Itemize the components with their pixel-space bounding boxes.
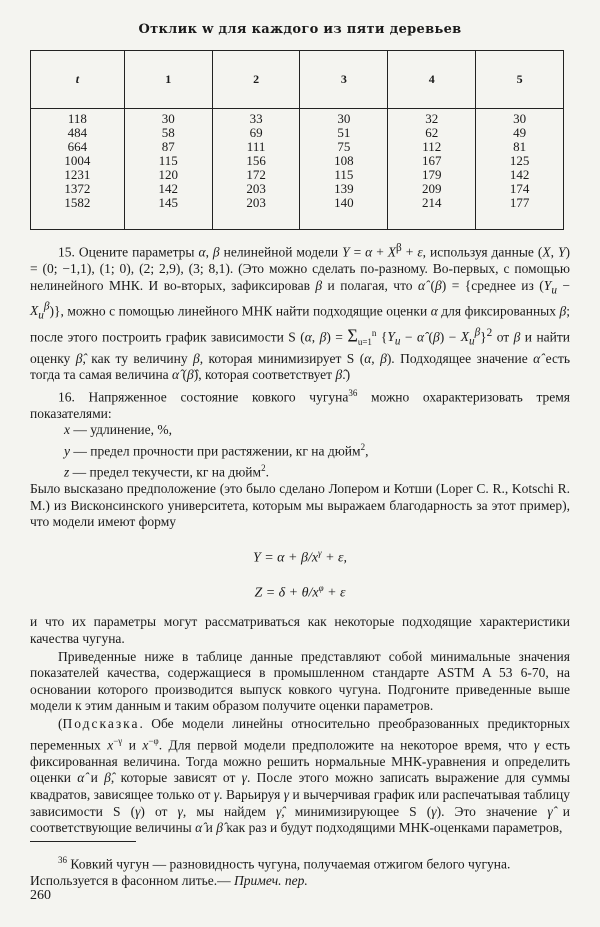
table-cell: 75 — [337, 139, 351, 154]
table-cell: 108 — [334, 153, 354, 168]
table-cell: 30 — [513, 111, 527, 126]
table-cell: 32 — [425, 111, 439, 126]
exercise-16: 16. Напряженное состояние ковкого чугуна$^{36}$ можно охарактеризовать тремя показателями: — [30, 387, 571, 421]
header-tree-4: 4 — [388, 51, 476, 109]
paragraph-characteristics: и что их параметры могут рассматриваться как некоторые подходящие характеристики качества чугуна. — [30, 614, 570, 647]
table-cell: 142 — [509, 167, 530, 182]
table-caption: Отклик w для каждого из пяти деревьев — [138, 22, 462, 37]
table-cell: 174 — [509, 181, 530, 196]
table-cell: 115 — [158, 153, 178, 168]
paragraph-astm: Приведенные ниже в таблице данные представляют собой минимальные значения показателей качества, содержащиеся в промышленном стандарте ASTM A 53 6-70, на основании которого производится выпуск ковкого чугуна. Подгоните приведенные выше модели к этим данным и таким образом получите оценки параметров. — [30, 648, 570, 714]
table-cell: 209 — [421, 181, 442, 196]
table-cell: 203 — [246, 181, 266, 196]
data-table — [30, 50, 564, 230]
paragraph-hint: (Подсказка. Обе модели линейны относительно преобразованных предикторных переменных $x^{-\gamma}$ и $x^{-\varphi}$. Для первой модели предположите на некоторое время, что γ есть фиксированная величина. Тогда можно решить нормальные МНК-уравнения и определить оценки α̂ и β̂, которые зависят от γ. После этого можно записать выражение для суммы квадратов, зависящее только от γ. Варьируя γ и вычерчивая график или распечатывая таблицу зависимости S (γ) от γ, мы найдем γ̂, минимизирующее S (γ). Это значение γ̂ и соответствующие величины α̂ и β̂ как раз и будут подходящими МНК-оценками параметров, — [30, 716, 571, 836]
paragraph-hypothesis: Было высказано предположение (это было сделано Лопером и Котши (Loper C. R., Kotschi R. M.) из Висконсинского университета, которым мы выражаем благодарность за этот пример), что модели имеют форму — [30, 481, 570, 530]
footnote: $^{36}$ Ковкий чугун — разновидность чугуна, получаемая отжигом белого чугуна. Используется в фасонном литье.— Примеч. пер. — [30, 855, 511, 889]
table-cell: 125 — [509, 153, 530, 168]
table-cell: 145 — [158, 195, 178, 210]
table-cell: 30 — [337, 111, 351, 126]
equation-y: $Y = \alpha + \beta/x^\gamma + \varepsilon$, — [252, 547, 348, 566]
equation-z: $Z = \delta + \theta/x^\varphi + \varepsilon$ — [254, 583, 346, 601]
var-x: x — удлинение, %, — [64, 422, 173, 438]
table-cell: 664 — [67, 139, 88, 154]
header-tree-2: 2 — [212, 51, 300, 109]
table-body-row — [31, 109, 564, 230]
column-tree-5 — [476, 109, 564, 230]
main-text — [30, 240, 570, 837]
column-tree-2 — [212, 109, 300, 230]
header-t: t — [31, 51, 125, 109]
column-t — [31, 109, 125, 230]
table-cell: 69 — [249, 125, 263, 140]
page-number: 260 — [30, 888, 51, 903]
table-cell: 1231 — [64, 167, 91, 182]
table-cell: 33 — [249, 111, 263, 126]
var-z: z — предел текучести, кг на дюйм$^2$. — [64, 463, 269, 480]
table-cell: 167 — [421, 153, 442, 168]
table-cell: 177 — [509, 195, 530, 210]
exercise-15: 15. Оцените параметры α, β нелинейной модели $Y = \alpha + X^\beta + \varepsilon$, используя данные (X, Y) = (0; −1,1), (1; 0), (2; 2,9), (3; 8,1). (Это можно сделать по-разному. Во-первых, с помощью нелинейного МНК. И во-вторых, зафиксировав β и полагая, что α̂ (β) = {среднее из $(Y_u - X_u^\beta)$}, можно с помощью линейного МНК найти подходящие оценки α для фиксированных β; после этого построить график зависимости S (α, $\beta) = \Sigma_{u=1}^n$ {$Y_u$ − α̂ $(\beta) - X_u^\beta\}^2$ от β и найти оценку β̂, как ту величину β, которая минимизирует S (α, β). Подходящее значение α̂ есть тогда та самая величина α̂ (β̂), которая соответствует β̂.) — [30, 242, 571, 383]
table-cell: 484 — [67, 125, 88, 140]
table-cell: 179 — [421, 167, 442, 182]
table-cell: 62 — [425, 125, 439, 140]
table-cell: 87 — [161, 139, 175, 154]
table-cell: 142 — [158, 181, 178, 196]
table-cell: 118 — [67, 111, 87, 126]
var-y: y — предел прочности при растяжении, кг на дюйм$^2$, — [64, 442, 369, 459]
table-cell: 120 — [158, 167, 178, 182]
table-cell: 111 — [246, 139, 266, 154]
table-cell: 112 — [422, 139, 442, 154]
table-cell: 203 — [246, 195, 266, 210]
header-tree-3: 3 — [300, 51, 388, 109]
table-cell: 1004 — [64, 153, 91, 168]
table-cell: 58 — [161, 125, 175, 140]
table-header-row — [31, 51, 564, 109]
table-cell: 140 — [334, 195, 354, 210]
table-cell: 49 — [513, 125, 527, 140]
table-cell: 214 — [421, 195, 442, 210]
header-tree-1: 1 — [124, 51, 212, 109]
header-tree-5: 5 — [476, 51, 564, 109]
table-cell: 30 — [161, 111, 175, 126]
table-cell: 1582 — [64, 195, 91, 210]
column-tree-3 — [300, 109, 388, 230]
column-tree-4 — [388, 109, 476, 230]
table-cell: 139 — [334, 181, 354, 196]
table-cell: 1372 — [64, 181, 91, 196]
table-cell: 51 — [337, 125, 351, 140]
table-cell: 172 — [246, 167, 266, 182]
footnote-rule — [30, 841, 136, 842]
column-tree-1 — [124, 109, 212, 230]
table-cell: 115 — [334, 167, 354, 182]
table-cell: 81 — [513, 139, 527, 154]
table-cell: 156 — [246, 153, 266, 168]
